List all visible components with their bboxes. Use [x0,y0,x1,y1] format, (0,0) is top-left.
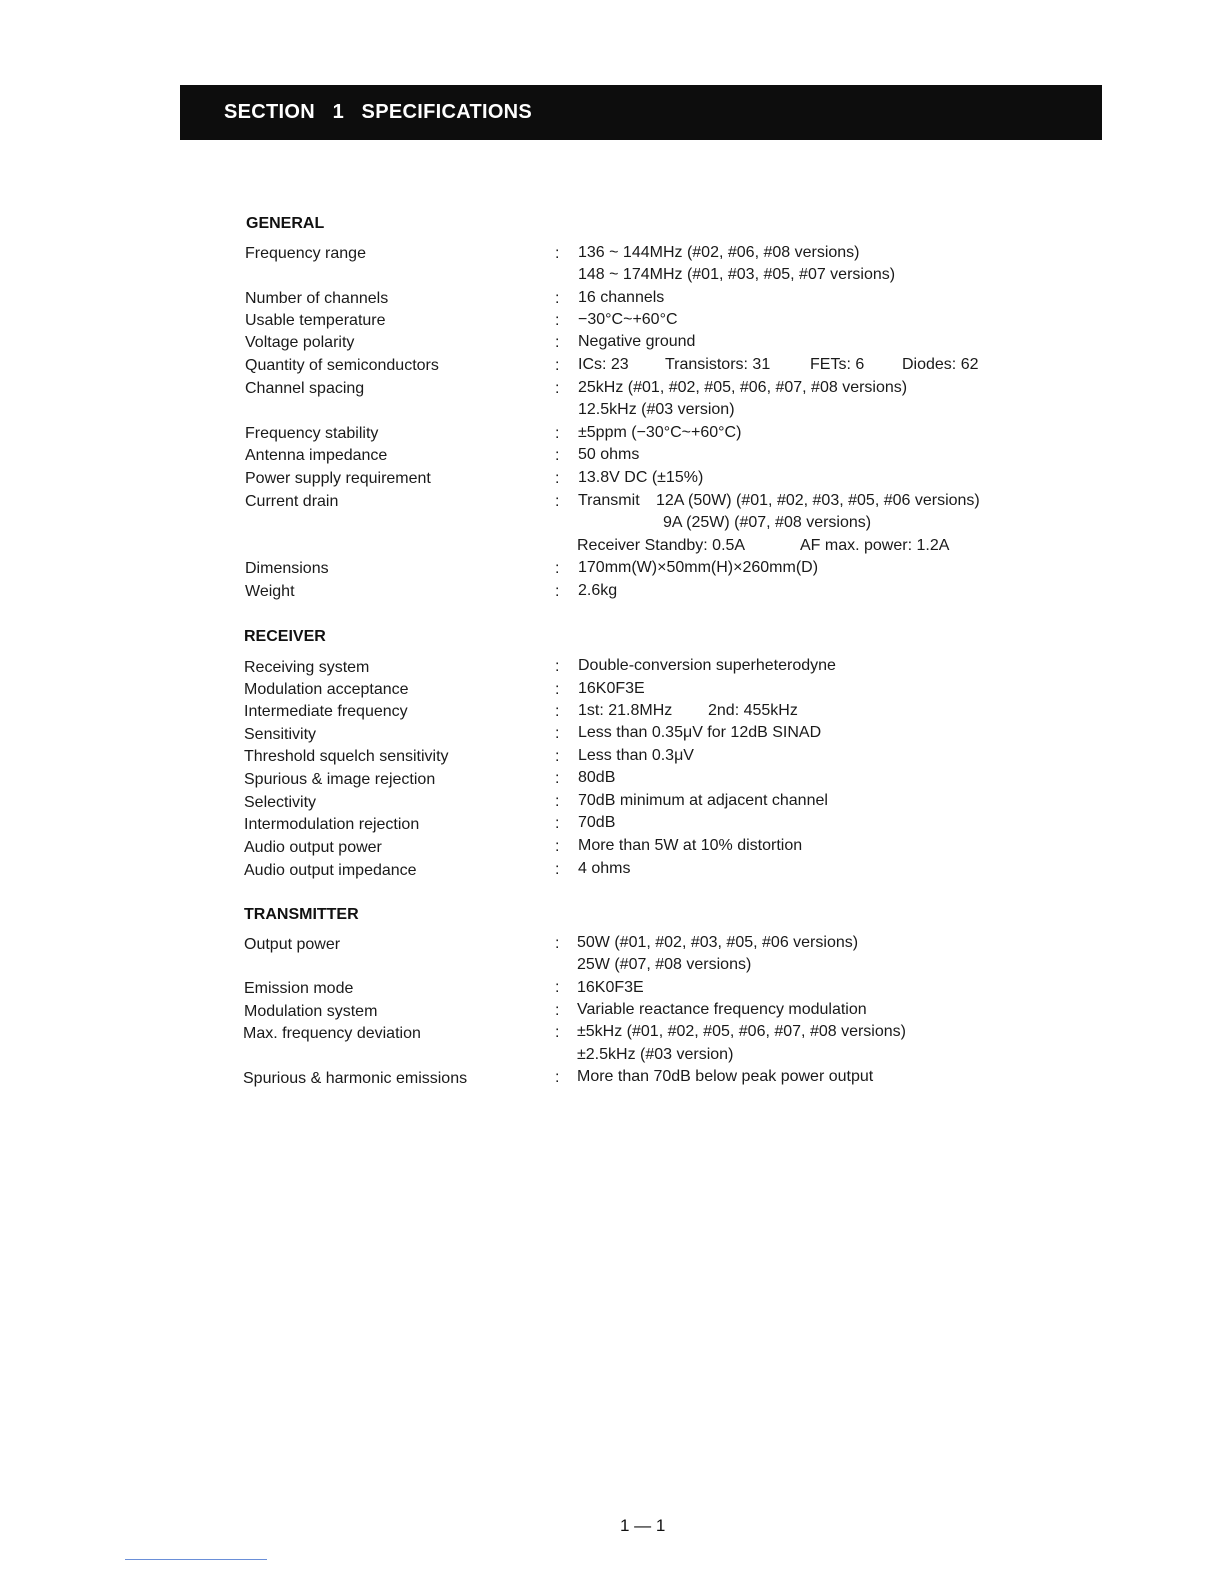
threshold-squelch-label: Threshold squelch sensitivity [244,748,449,765]
footer-divider [125,1559,267,1560]
threshold-squelch-value: Less than 0.3μV [578,747,694,764]
colon: : [555,703,560,720]
colon: : [555,425,560,442]
number-of-channels-value: 16 channels [578,289,665,306]
semiconductors-diodes: Diodes: 62 [902,356,979,373]
colon: : [555,770,560,787]
usable-temperature-label: Usable temperature [245,312,386,329]
channel-spacing-label: Channel spacing [245,380,365,397]
colon: : [555,861,560,878]
current-drain-transmit-prefix: Transmit [578,492,640,509]
receiving-system-value: Double-conversion superheterodyne [578,657,836,674]
current-drain-receiver-standby: Receiver Standby: 0.5A [577,537,746,554]
weight-label: Weight [245,583,295,600]
frequency-stability-label: Frequency stability [245,425,379,442]
current-drain-label: Current drain [245,493,339,510]
modulation-acceptance-value: 16K0F3E [578,680,645,697]
max-deviation-value-1: ±5kHz (#01, #02, #05, #06, #07, #08 versions) [577,1023,906,1040]
output-power-label: Output power [244,936,341,953]
modulation-system-value: Variable reactance frequency modulation [577,1001,867,1018]
max-deviation-label: Max. frequency deviation [243,1025,421,1042]
voltage-polarity-label: Voltage polarity [245,334,355,351]
audio-output-impedance-label: Audio output impedance [244,862,417,879]
voltage-polarity-value: Negative ground [578,333,696,350]
frequency-range-value-2: 148 ~ 174MHz (#01, #03, #05, #07 versions) [578,266,896,283]
sensitivity-label: Sensitivity [244,726,317,743]
audio-output-impedance-value: 4 ohms [578,860,631,877]
current-drain-transmit-25w: 9A (25W) (#07, #08 versions) [663,514,872,531]
channel-spacing-value-1: 25kHz (#01, #02, #05, #06, #07, #08 versions) [578,379,908,396]
semiconductors-transistors: Transistors: 31 [665,356,771,373]
colon: : [555,334,560,351]
power-supply-label: Power supply requirement [245,470,431,487]
colon: : [555,583,560,600]
selectivity-label: Selectivity [244,794,317,811]
colon: : [555,748,560,765]
colon: : [555,979,560,996]
intermodulation-label: Intermodulation rejection [244,816,420,833]
colon: : [555,725,560,742]
spurious-harmonic-value: More than 70dB below peak power output [577,1068,874,1085]
colon: : [555,1002,560,1019]
general-heading: GENERAL [246,215,325,232]
semiconductors-fets: FETs: 6 [810,356,865,373]
antenna-impedance-value: 50 ohms [578,446,640,463]
max-deviation-value-2: ±2.5kHz (#03 version) [577,1046,734,1063]
selectivity-value: 70dB minimum at adjacent channel [578,792,828,809]
colon: : [555,815,560,832]
channel-spacing-value-2: 12.5kHz (#03 version) [578,401,735,418]
colon: : [555,1069,560,1086]
power-supply-value: 13.8V DC (±15%) [578,469,704,486]
colon: : [555,447,560,464]
emission-mode-value: 16K0F3E [577,979,644,996]
intermediate-frequency-first: 1st: 21.8MHz [578,702,673,719]
colon: : [555,470,560,487]
colon: : [555,357,560,374]
transmitter-heading: TRANSMITTER [244,906,359,923]
current-drain-af-max: AF max. power: 1.2A [800,537,950,554]
colon: : [555,560,560,577]
frequency-stability-value: ±5ppm (−30°C~+60°C) [578,424,742,441]
antenna-impedance-label: Antenna impedance [245,447,388,464]
spurious-image-value: 80dB [578,769,616,786]
output-power-value-1: 50W (#01, #02, #03, #05, #06 versions) [577,934,859,951]
sensitivity-value: Less than 0.35μV for 12dB SINAD [578,724,822,741]
colon: : [555,245,560,262]
colon: : [555,838,560,855]
semiconductors-label: Quantity of semiconductors [245,357,439,374]
colon: : [555,658,560,675]
intermediate-frequency-second: 2nd: 455kHz [708,702,798,719]
current-drain-transmit-50w: 12A (50W) (#01, #02, #03, #05, #06 versions) [656,492,980,509]
section-banner [180,85,1102,140]
colon: : [555,935,560,952]
receiving-system-label: Receiving system [244,659,370,676]
colon: : [555,793,560,810]
colon: : [555,312,560,329]
weight-value: 2.6kg [578,582,618,599]
colon: : [555,380,560,397]
colon: : [555,493,560,510]
modulation-acceptance-label: Modulation acceptance [244,681,409,698]
dimensions-label: Dimensions [245,560,329,577]
audio-output-power-label: Audio output power [244,839,382,856]
dimensions-value: 170mm(W)×50mm(H)×260mm(D) [578,559,819,576]
emission-mode-label: Emission mode [244,980,354,997]
modulation-system-label: Modulation system [244,1003,378,1020]
section-title: SECTION 1 SPECIFICATIONS [224,101,533,123]
spurious-harmonic-label: Spurious & harmonic emissions [243,1070,468,1087]
output-power-value-2: 25W (#07, #08 versions) [577,956,752,973]
intermediate-frequency-label: Intermediate frequency [244,703,408,720]
colon: : [555,290,560,307]
colon: : [555,681,560,698]
intermodulation-value: 70dB [578,814,616,831]
frequency-range-value-1: 136 ~ 144MHz (#02, #06, #08 versions) [578,244,860,261]
page-number: 1 — 1 [620,1516,666,1535]
audio-output-power-value: More than 5W at 10% distortion [578,837,803,854]
semiconductors-ics: ICs: 23 [578,356,629,373]
colon: : [555,1024,560,1041]
number-of-channels-label: Number of channels [245,290,389,307]
usable-temperature-value: −30°C~+60°C [578,311,678,328]
spurious-image-label: Spurious & image rejection [244,771,436,788]
receiver-heading: RECEIVER [244,628,326,645]
frequency-range-label: Frequency range [245,245,366,262]
